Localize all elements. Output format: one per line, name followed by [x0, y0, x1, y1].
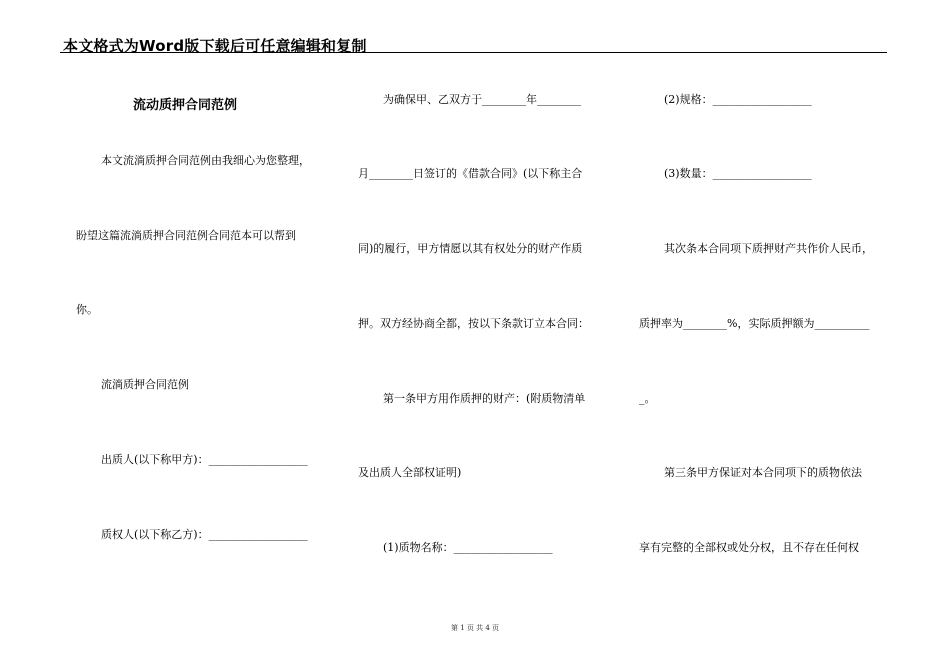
col3-line-4: 质押率为________%，实际质押额为__________ — [639, 317, 870, 330]
col1-line-6: 质权人(以下称乙方)：__________________ — [101, 528, 308, 541]
col1-line-2: 盼望这篇流淌质押合同范例合同范本可以帮到 — [76, 229, 296, 242]
col2-line-1: 为确保甲、乙双方于________年________ — [383, 93, 581, 106]
col1-line-5: 出质人(以下称甲方)：__________________ — [101, 453, 308, 466]
col3-line-3: 其次条本合同项下质押财产共作价人民币， — [664, 242, 873, 255]
col2-line-6: 及出质人全部权证明) — [358, 466, 462, 479]
document-title: 流动质押合同范例 — [133, 98, 238, 113]
col2-line-3: 同)的履行，甲方情愿以其有权处分的财产作质 — [358, 242, 583, 255]
col3-line-1: (2)规格：__________________ — [664, 93, 812, 106]
header-title: 本文格式为Word版下载后可任意编辑和复制 — [63, 37, 367, 55]
col1-line-3: 你。 — [76, 303, 98, 316]
col3-line-5: _。 — [639, 392, 656, 405]
col3-line-7: 享有完整的全部权或处分权，且不存在任何权 — [639, 541, 859, 554]
col1-line-1: 本文流淌质押合同范例由我细心为您整理， — [101, 154, 310, 167]
col2-line-2: 月________日签订的《借款合同》(以下称主合 — [358, 167, 583, 180]
page-number: 第 1 页 共 4 页 — [450, 624, 500, 632]
col2-line-4: 押。双方经协商全都，按以下条款订立本合同： — [358, 317, 589, 330]
col3-line-6: 第三条甲方保证对本合同项下的质物依法 — [664, 466, 862, 479]
col1-line-4: 流淌质押合同范例 — [101, 378, 189, 391]
header-divider — [60, 52, 887, 53]
col3-line-2: (3)数量：__________________ — [664, 167, 812, 180]
col2-line-5: 第一条甲方用作质押的财产：(附质物清单 — [383, 392, 586, 405]
col2-line-7: (1)质物名称：__________________ — [383, 541, 553, 554]
